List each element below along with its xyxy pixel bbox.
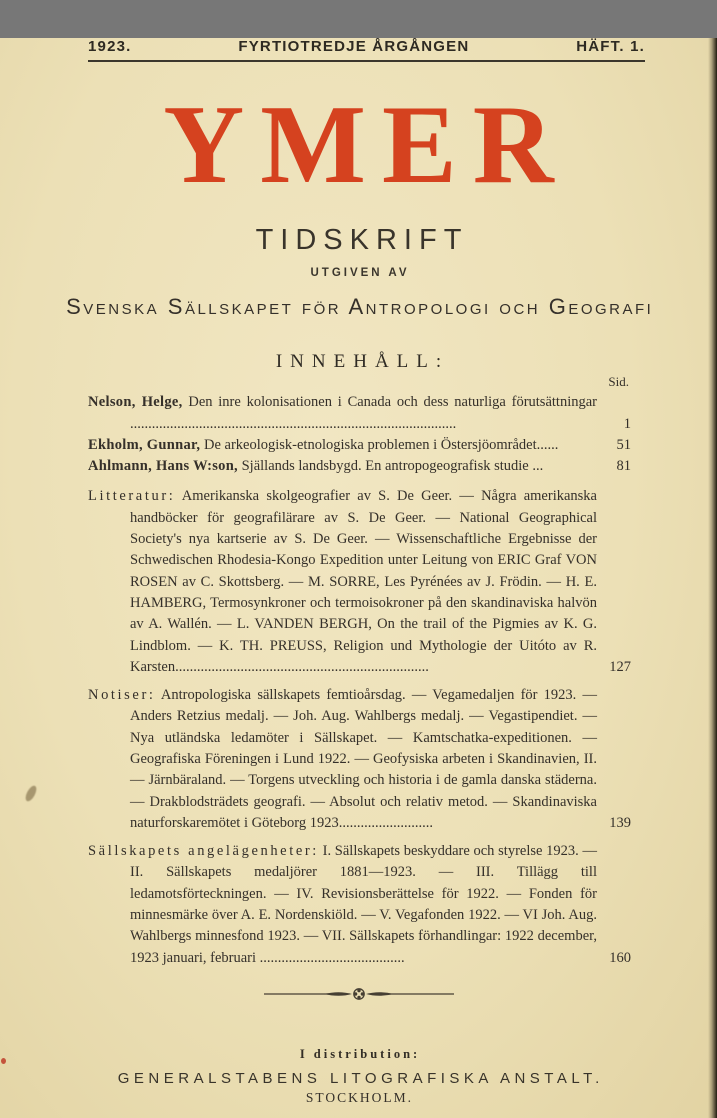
ink-smudge (23, 784, 38, 803)
article-title: Själlands landsbygd. En antropogeografisk studie (237, 458, 533, 475)
toc-section-literature (88, 486, 631, 678)
society-name: Svenska Sällskapet för Antropologi och Geografi (66, 294, 654, 320)
journal-title: YMER (163, 83, 570, 207)
section-label: Notiser: (88, 687, 156, 704)
section-page-number: 127 (609, 658, 631, 675)
issue-header (88, 38, 645, 55)
dot-leader: .......................... (338, 814, 433, 831)
toc-section-society-affairs (88, 841, 631, 969)
section-page-number: 160 (609, 949, 631, 966)
section-page-number: 139 (609, 814, 631, 831)
article-page-number: 51 (616, 436, 631, 453)
dot-leader: ...................................................................... (175, 658, 429, 675)
printer-city: STOCKHOLM. (305, 1089, 414, 1105)
journal-cover-page (0, 38, 717, 1118)
dot-leader: ........................................ (259, 949, 405, 966)
toc-article-entry (88, 392, 631, 435)
article-title: De arkeologisk-etnologiska problemen i Östersjöområdet (200, 436, 537, 453)
scan-edge-shadow (708, 38, 717, 1118)
toc-section-notices (88, 685, 631, 834)
distribution-label: I distribution: (299, 1046, 421, 1061)
published-by-label: UTGIVEN AV (310, 267, 410, 280)
table-of-contents (88, 392, 631, 969)
dot-leader: ...... (536, 436, 559, 453)
toc-article-entry (88, 435, 631, 456)
article-page-number: 81 (616, 458, 631, 475)
header-rule (88, 60, 645, 62)
journal-subtitle: TIDSKRIFT (255, 224, 469, 257)
floral-divider-icon (264, 986, 454, 1002)
section-text: Antropologiska sällskapets femtioårsdag. — Vegamedaljen för 1923. — Anders Retzius medalj. — Joh. Aug. Wahlbergs medalj. — Vegastipendiet. — Nya utländska ledamöter i Sällskapet. — Kamtschatka-expeditionen. — Geografiska Föreningen i Lund 1922. — Geofysiska arbeten i Skandinavien, II. — Järnbäraland. — Torgens utveckling och historia i de gamla danska städerna. — Drakblodsträdets geografi. — Absolut och relativ metod. — Skandinaviska naturforskaremötet i Göteborg 1923 (130, 687, 597, 831)
dot-leader: ... (532, 458, 544, 475)
article-title: Den inre kolonisationen i Canada och dess naturliga förutsättningar (182, 394, 597, 411)
section-text: I. Sällskapets beskyddare och styrelse 1923. — II. Sällskapets medaljörer 1881—1923. — III. Tillägg till ledamotsförteckningen. — IV. Revisionsberättelse för 1922. — Fonden för minnesmärke över A. E. Nordenskiöld. — V. Vegafonden 1922. — VI Joh. Aug. Wahlbergs minnesfond 1923. — VII. Sällskapets förhandlingar: 1922 december, 1923 januari, februari (130, 843, 597, 966)
page-column-label: Sid. (608, 374, 629, 390)
article-author: Ahlmann, Hans W:son, (88, 458, 238, 475)
section-label: Litteratur: (88, 488, 176, 505)
contents-heading: INNEHÅLL: (275, 351, 450, 373)
dot-leader: .......................................................................................... (130, 415, 457, 432)
section-label: Sällskapets angelägenheter: (88, 843, 319, 860)
issue-year: 1923. (88, 38, 132, 55)
issue-number: HÄFT. 1. (576, 38, 645, 55)
printer-name: GENERALSTABENS LITOGRAFISKA ANSTALT. (117, 1069, 604, 1087)
toc-article-entry (88, 456, 631, 477)
section-text: Amerikanska skolgeografier av S. De Geer. — Några amerikanska handböcker för geografilärare av S. De Geer. — National Geographical Society's nya kartserie av S. De Geer. — Wissenschaftliche Ergebnisse der Schwedischen Rhodesia-Kongo Expedition unter Leitung von ERIC Graf VON ROSEN av C. Skottsberg. — M. SORRE, Les Pyrénées av J. Frödin. — H. E. HAMBERG, Termosynkroner och termoisokroner på den skandinaviska halvön av A. Wallén. — L. VANDEN BERGH, On the trail of the Pigmies av K. G. Lindblom. — K. TH. PREUSS, Religion und Mythologie der Uitóto av R. Karsten (130, 488, 597, 675)
article-page-number: 1 (623, 415, 631, 432)
article-author: Nelson, Helge, (88, 394, 183, 411)
floral-divider-ornament (0, 986, 717, 1007)
article-author: Ekholm, Gunnar, (88, 436, 201, 453)
issue-volume: FYRTIOTREDJE ÅRGÅNGEN (238, 38, 470, 55)
red-speck (1, 1058, 6, 1064)
